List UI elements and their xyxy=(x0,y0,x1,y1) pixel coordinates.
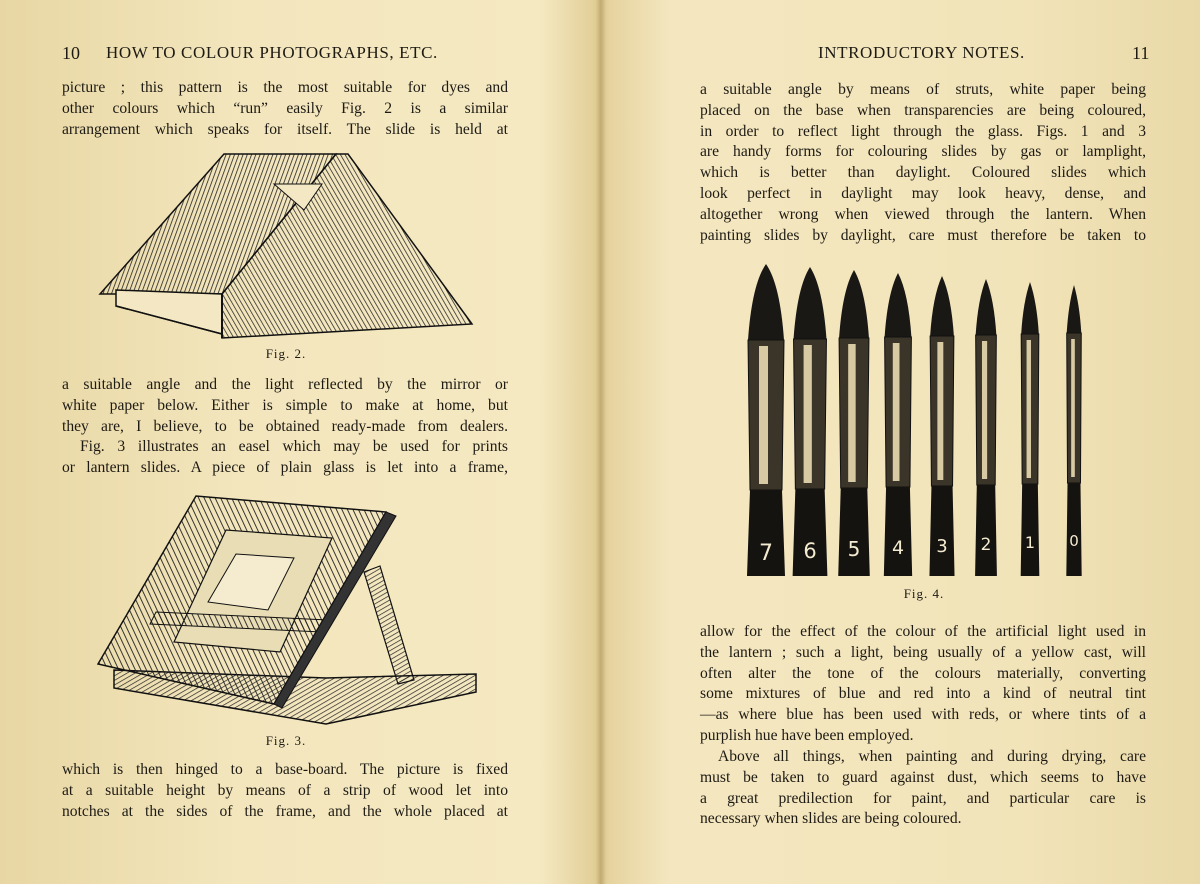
brush xyxy=(884,273,912,576)
brush-number-label: 1 xyxy=(1024,533,1036,552)
right-para-3 xyxy=(700,747,1146,830)
brush-number-label: 7 xyxy=(759,541,773,566)
text-line: placed on the base when transparencies are being coloured, xyxy=(700,101,1146,119)
text-line: often alter the tone of the colours materially, converting xyxy=(700,664,1146,682)
text-line: altogether wrong when viewed through the lantern. When xyxy=(700,205,1146,223)
text-line: purplish hue have been employed. xyxy=(700,726,914,744)
brush-number-label: 5 xyxy=(847,537,861,561)
text-line: notches at the sides of the frame, and the whole placed at xyxy=(62,802,508,820)
text-line: or lantern slides. A piece of plain glass is let into a frame, xyxy=(62,458,508,476)
left-para-2 xyxy=(62,375,508,437)
text-line: they are, I believe, to be obtained ready-made from dealers. xyxy=(62,417,508,435)
text-line: —as where blue has been used with reds, or where tints of a xyxy=(700,706,1146,724)
right-para-2 xyxy=(700,622,1146,747)
text-line: picture ; this pattern is the most suitable for dyes and xyxy=(62,79,508,96)
text-line: the lantern ; such a light, being usually of a yellow cast, will xyxy=(700,643,1146,661)
brush-number-label: 0 xyxy=(1069,532,1079,550)
text-line: some mixtures of blue and red into a kind of neutral tint xyxy=(700,685,1146,703)
text-line: are handy forms for colouring slides by gas or lamplight, xyxy=(700,143,1146,161)
text-line: allow for the effect of the colour of the artificial light used in xyxy=(700,623,1146,640)
brush-number-label: 6 xyxy=(803,539,817,563)
left-para-3 xyxy=(62,437,508,479)
brush xyxy=(1021,282,1040,576)
fig-4-caption: Fig. 4. xyxy=(903,586,945,601)
fig-3-illustration xyxy=(96,492,478,730)
right-page-number: 11 xyxy=(1132,43,1150,63)
text-line: a suitable angle by means of struts, white paper being xyxy=(700,81,1146,98)
fig-4-illustration xyxy=(752,262,1092,580)
brush xyxy=(793,267,828,576)
text-line: other colours which “run” easily Fig. 2 is a similar xyxy=(62,99,508,117)
left-para-1 xyxy=(62,78,508,140)
right-running-head: INTRODUCTORY NOTES. xyxy=(818,43,1025,62)
fig-2-caption: Fig. 2. xyxy=(265,346,307,361)
left-page-number: 10 xyxy=(62,43,80,63)
text-line: which is then hinged to a base-board. The picture is fixed xyxy=(62,761,508,778)
text-line: a great predilection for paint, and particular care is xyxy=(700,789,1146,807)
text-line: which is better than daylight. Coloured slides which xyxy=(700,164,1146,182)
text-line: must be taken to guard against dust, which seems to have xyxy=(700,768,1146,786)
left-running-head: HOW TO COLOUR PHOTOGRAPHS, ETC. xyxy=(106,43,438,62)
text-line: Fig. 3 illustrates an easel which may be used for prints xyxy=(80,438,508,455)
brush xyxy=(975,279,997,576)
text-line: white paper below. Either is simple to make at home, but xyxy=(62,396,508,414)
brush-number-label: 4 xyxy=(891,537,905,559)
text-line: arrangement which speaks for itself. The slide is held at xyxy=(62,120,508,138)
text-line: a suitable angle and the light reflected by the mirror or xyxy=(62,376,508,393)
text-line: painting slides by daylight, care must therefore be taken to xyxy=(700,226,1146,244)
brush xyxy=(747,264,785,576)
text-line: at a suitable height by means of a strip of wood let into xyxy=(62,781,508,799)
brush-number-label: 3 xyxy=(936,536,948,557)
left-page xyxy=(0,0,598,884)
text-line: in order to reflect light through the glass. Figs. 1 and 3 xyxy=(700,122,1146,140)
text-line: necessary when slides are being coloured. xyxy=(700,810,962,828)
right-page xyxy=(602,0,1200,884)
text-line: Above all things, when painting and during drying, care xyxy=(718,748,1146,765)
brush xyxy=(929,276,954,576)
brush xyxy=(838,270,870,576)
left-para-4 xyxy=(62,760,508,822)
right-para-1 xyxy=(700,80,1146,246)
brush-number-label: 2 xyxy=(980,535,992,555)
fig-3-caption: Fig. 3. xyxy=(265,733,307,748)
text-line: look perfect in daylight may look heavy, dense, and xyxy=(700,184,1146,202)
fig-2-illustration xyxy=(96,148,476,343)
